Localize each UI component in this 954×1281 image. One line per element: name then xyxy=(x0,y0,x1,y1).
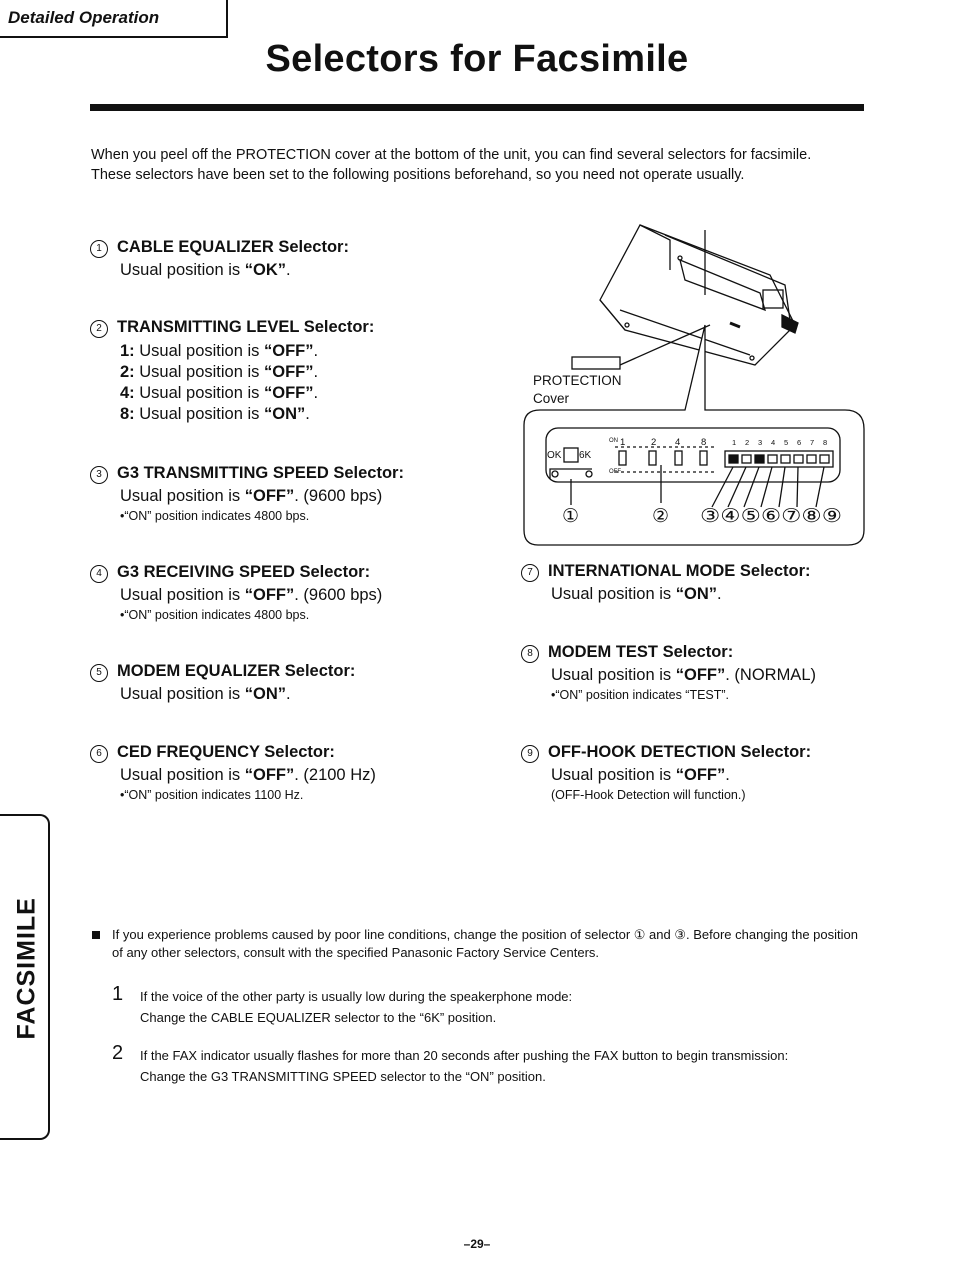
selector-1 xyxy=(90,238,349,280)
dip-tick-3: 3 xyxy=(758,438,763,447)
dip-tick-4: 4 xyxy=(771,438,776,447)
selector-name: INTERNATIONAL MODE xyxy=(548,562,736,580)
usual-position: Usual position is “ON”. xyxy=(551,585,722,603)
title-rule xyxy=(90,104,864,111)
selector-suffix: Selector: xyxy=(259,743,335,761)
callout-3-to-9: ③④⑤⑥⑦⑧⑨ xyxy=(700,506,842,527)
selector-7 xyxy=(521,562,811,604)
selector-note: •“ON” position indicates 1100 Hz. xyxy=(120,788,304,802)
number-circle: 9 xyxy=(521,745,539,763)
usual-value: “OFF” xyxy=(244,766,295,784)
usual-value: “ON” xyxy=(244,685,286,703)
protection-cover-shape xyxy=(572,357,620,369)
fax-unit-diagram xyxy=(520,215,870,550)
number-circle: 2 xyxy=(90,320,108,338)
cable-equalizer-switch xyxy=(564,448,578,462)
usual-value: “ON” xyxy=(675,585,717,603)
selector-2 xyxy=(90,318,374,425)
tip-number: 2 xyxy=(112,1042,124,1064)
notice-bullet-icon xyxy=(92,931,100,939)
usual-position: Usual position is “OFF”. (2100 Hz) xyxy=(120,766,376,784)
selector-suffix: Selector: xyxy=(280,662,356,680)
selector-name: CABLE EQUALIZER xyxy=(117,238,274,256)
selector-name: CED FREQUENCY xyxy=(117,743,260,761)
number-circle: 7 xyxy=(521,564,539,582)
selector-name: OFF-HOOK DETECTION xyxy=(548,743,736,761)
fax-unit-illustration xyxy=(600,225,798,365)
level-line-2: 2: Usual position is “OFF”. xyxy=(120,363,319,381)
selector-name: MODEM TEST xyxy=(548,643,658,661)
selector-suffix: Selector: xyxy=(658,643,734,661)
usual-value: “OFF” xyxy=(244,586,295,604)
section-label: Detailed Operation xyxy=(8,8,160,27)
selector-9 xyxy=(521,743,811,802)
dip-tick-5: 5 xyxy=(784,438,789,447)
switch-panel xyxy=(546,428,840,482)
dip-tick-7: 7 xyxy=(810,438,815,447)
dip-switch-block xyxy=(725,451,833,467)
selector-name: MODEM EQUALIZER xyxy=(117,662,281,680)
section-tab xyxy=(0,0,228,38)
level-line-8: 8: Usual position is “ON”. xyxy=(120,405,310,423)
level-tick-2: 2 xyxy=(651,437,657,448)
selector-suffix: Selector: xyxy=(328,464,404,482)
selector-suffix: Selector: xyxy=(299,318,375,336)
selector-note: •“ON” position indicates “TEST”. xyxy=(551,688,730,702)
selector-suffix: Selector: xyxy=(735,743,812,761)
tip-action: Change the G3 TRANSMITTING SPEED selector to the “ON” position. xyxy=(140,1069,546,1084)
selector-note: •“ON” position indicates 4800 bps. xyxy=(120,509,310,523)
selector-suffix: Selector: xyxy=(273,238,349,256)
number-circle: 4 xyxy=(90,565,108,583)
usual-value: “OFF” xyxy=(675,766,726,784)
usual-position: Usual position is “OK”. xyxy=(120,261,291,279)
tip-number: 1 xyxy=(112,983,124,1005)
number-circle: 5 xyxy=(90,664,108,682)
level-tick-4: 4 xyxy=(675,437,681,448)
usual-position: Usual position is “OFF”. (NORMAL) xyxy=(551,666,816,684)
callout-1: ① xyxy=(562,506,580,527)
dip-tick-1: 1 xyxy=(732,438,737,447)
dip-tick-2: 2 xyxy=(745,438,750,447)
level-line-4: 4: Usual position is “OFF”. xyxy=(120,384,319,402)
callout-2: ② xyxy=(652,506,670,527)
number-circle: 1 xyxy=(90,240,108,258)
tip-line: If the FAX indicator usually flashes for more than 20 seconds after pushing the FAX button to begin transmission: xyxy=(140,1048,789,1063)
tip-2 xyxy=(112,1042,892,1087)
level-tick-1: 1 xyxy=(620,437,626,448)
usual-position: Usual position is “ON”. xyxy=(120,685,291,703)
page-title: Selectors for Facsimile xyxy=(265,38,689,80)
cover-label-line-2: Cover xyxy=(533,391,570,406)
number-circle: 3 xyxy=(90,466,108,484)
selector-8 xyxy=(521,643,816,702)
dip-tick-8: 8 xyxy=(823,438,828,447)
selector-name: G3 RECEIVING SPEED xyxy=(117,563,295,581)
tip-action: Change the CABLE EQUALIZER selector to the “6K” position. xyxy=(140,1010,497,1025)
selector-3 xyxy=(90,464,404,523)
notice-text: If you experience problems caused by poor line conditions, change the position of selector ① and ③. Before changing the position of any other selectors, consult with the specified Panasonic Factory Service Centers. xyxy=(112,927,858,960)
page-number: –29– xyxy=(463,1237,491,1251)
cover-label-line-1: PROTECTION xyxy=(533,373,622,388)
level-tick-8: 8 xyxy=(701,437,707,448)
side-tab-label: FACSIMILE xyxy=(12,897,41,1040)
off-label: OFF xyxy=(609,469,621,475)
selector-suffix: Selector: xyxy=(735,562,811,580)
selector-name: TRANSMITTING LEVEL xyxy=(117,318,300,336)
usual-value: “OFF” xyxy=(675,666,726,684)
usual-value: “OK” xyxy=(244,261,286,279)
usual-position: Usual position is “OFF”. (9600 bps) xyxy=(120,487,383,505)
tip-line: If the voice of the other party is usually low during the speakerphone mode: xyxy=(140,989,573,1004)
on-label: ON xyxy=(609,438,618,444)
selector-4 xyxy=(90,563,382,622)
selector-note: •“ON” position indicates 4800 bps. xyxy=(120,608,310,622)
usual-position: Usual position is “OFF”. (9600 bps) xyxy=(120,586,383,604)
dip-tick-6: 6 xyxy=(797,438,802,447)
number-circle: 8 xyxy=(521,645,539,663)
selector-name: G3 TRANSMITTING SPEED xyxy=(117,464,329,482)
usual-value: “OFF” xyxy=(244,487,295,505)
tip-1 xyxy=(112,983,872,1028)
notice-paragraph xyxy=(92,926,872,962)
level-line-1: 1: Usual position is “OFF”. xyxy=(120,342,319,360)
selector-5 xyxy=(90,662,355,704)
intro-paragraph: When you peel off the PROTECTION cover at the bottom of the unit, you can find several selectors for facsimile. These selectors have been set to the following positions beforehand, so you need not operate usually. xyxy=(91,147,812,183)
number-circle: 6 xyxy=(90,745,108,763)
ok-label: OK xyxy=(547,450,562,461)
usual-position: Usual position is “OFF”. xyxy=(551,766,730,784)
selector-note: (OFF-Hook Detection will function.) xyxy=(551,788,746,802)
sixk-label: 6K xyxy=(579,450,592,461)
selector-6 xyxy=(90,743,376,802)
selector-suffix: Selector: xyxy=(294,563,371,581)
